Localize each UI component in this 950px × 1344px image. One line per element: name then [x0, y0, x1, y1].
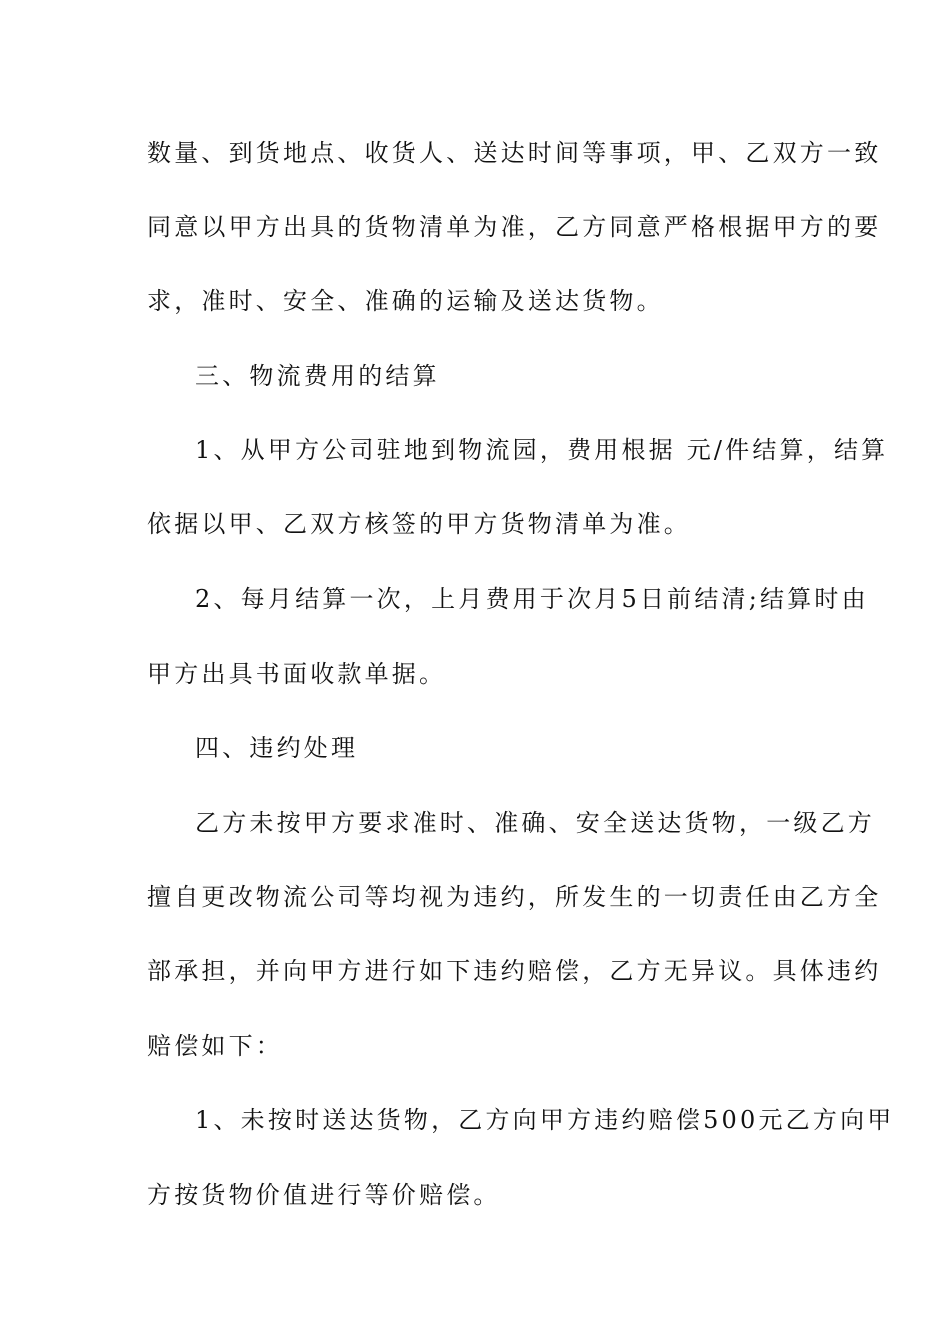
paragraph-line: 求，准时、安全、准确的运输及送达货物。: [147, 287, 664, 315]
paragraph-line: 甲方出具书面收款单据。: [147, 660, 447, 688]
paragraph-line: 同意以甲方出具的货物清单为准，乙方同意严格根据甲方的要: [147, 213, 882, 241]
paragraph-line: 乙方未按甲方要求准时、准确、安全送达货物，一级乙方: [195, 809, 875, 837]
paragraph-line: 部承担，并向甲方进行如下违约赔偿，乙方无异议。具体违约: [147, 957, 882, 985]
paragraph-line: 1、从甲方公司驻地到物流园，费用根据 元/件结算，结算: [195, 436, 889, 464]
paragraph-line: 数量、到货地点、收货人、送达时间等事项，甲、乙双方一致: [147, 139, 882, 167]
paragraph-line: 赔偿如下：: [147, 1032, 283, 1060]
paragraph-line: 依据以甲、乙双方核签的甲方货物清单为准。: [147, 510, 691, 538]
paragraph-line: 1、未按时送达货物，乙方向甲方违约赔偿500元乙方向甲: [195, 1106, 895, 1134]
section-heading-breach: 四、违约处理: [195, 734, 359, 762]
paragraph-line: 方按货物价值进行等价赔偿。: [147, 1181, 501, 1209]
section-heading-fee-settlement: 三、物流费用的结算: [195, 362, 440, 390]
paragraph-line: 擅自更改物流公司等均视为违约，所发生的一切责任由乙方全: [147, 883, 882, 911]
paragraph-line: 2、每月结算一次，上月费用于次月5日前结清;结算时由: [195, 585, 869, 613]
